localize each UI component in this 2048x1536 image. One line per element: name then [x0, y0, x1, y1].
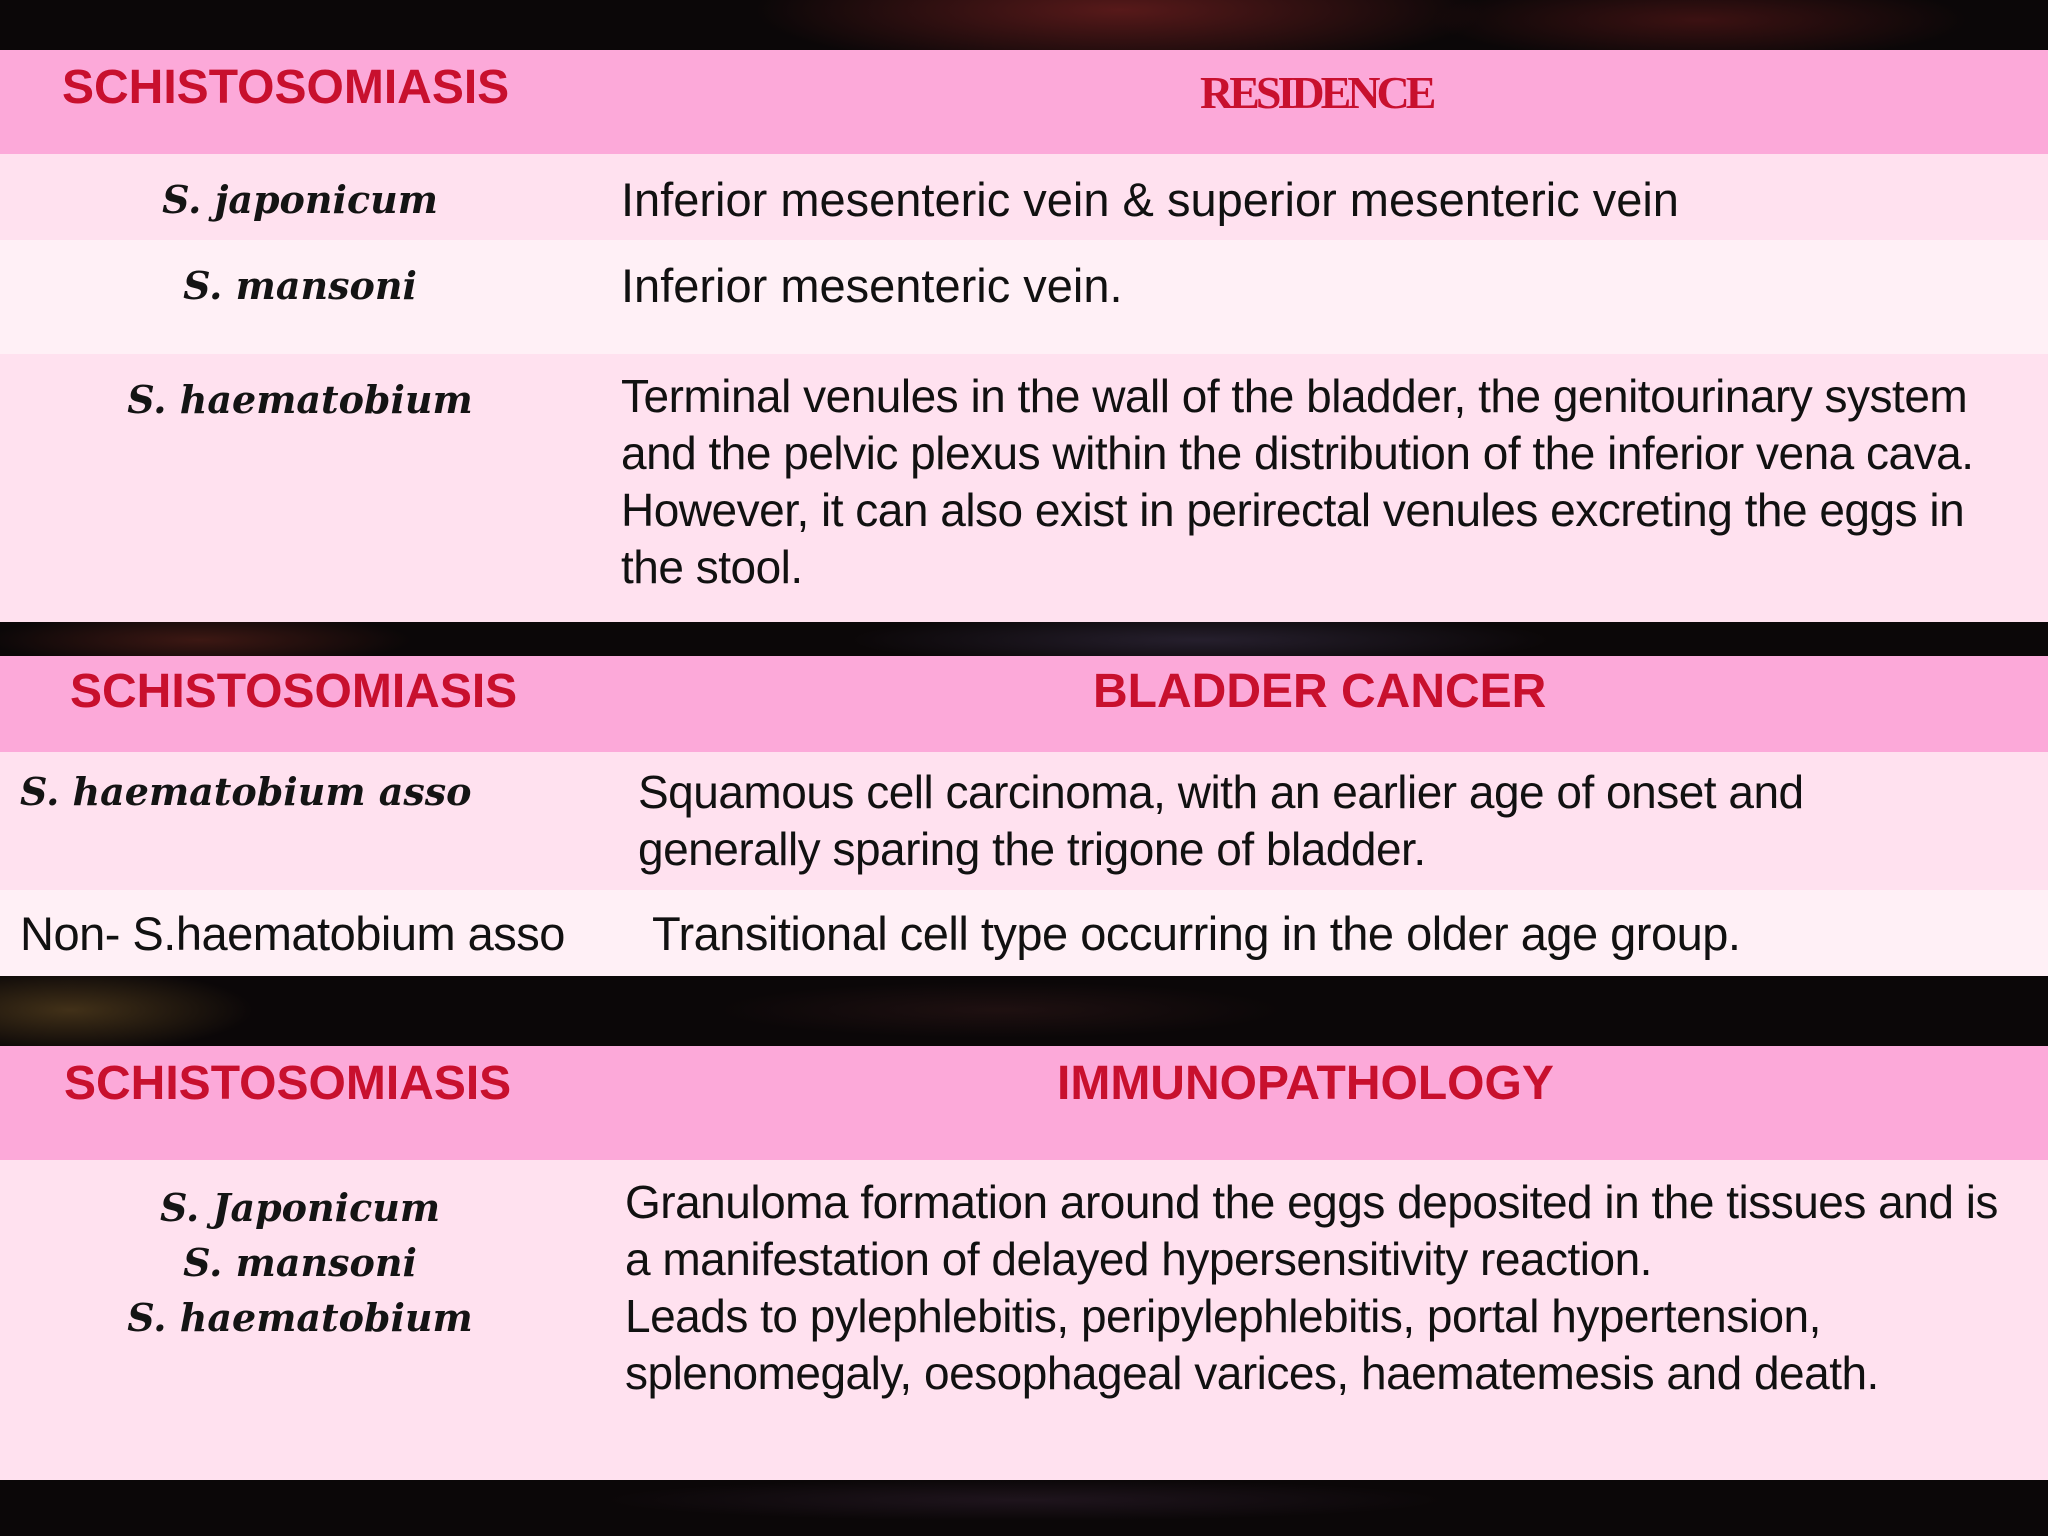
table-bladder-cancer [0, 656, 2048, 976]
table-row [0, 1160, 2048, 1480]
immunopathology-paragraph: Leads to pylephlebitis, peripylephlebitis, portal hypertension, splenomegaly, oesophageal varices, haematemesis and death. [625, 1290, 1879, 1399]
header-schistosomiasis: SCHISTOSOMIASIS [62, 61, 510, 114]
table-header [0, 1046, 2048, 1160]
table-row [0, 890, 2048, 976]
species-name: S. mansoni [183, 1240, 417, 1286]
bladder-cancer-text: Transitional cell type occurring in the older age group. [652, 907, 1741, 960]
bladder-cancer-text: Squamous cell carcinoma, with an earlier age of onset and generally sparing the trigone of bladder. [638, 766, 1804, 875]
table-row [0, 354, 2048, 622]
table-header [0, 656, 2048, 752]
table-row [0, 752, 2048, 890]
species-name: S. haematobium [127, 377, 473, 422]
table-immunopathology [0, 1046, 2048, 1480]
table-row [0, 154, 2048, 240]
species-name: S. japonicum [162, 177, 438, 222]
table-header [0, 50, 2048, 154]
header-residence: RESIDENCE [1200, 67, 1433, 118]
immunopathology-paragraph: Granuloma formation around the eggs deposited in the tissues and is a manifestation of delayed hypersensitivity reaction. [625, 1176, 1998, 1285]
association-label: Non- S.haematobium asso [20, 907, 565, 960]
species-name: S. mansoni [183, 263, 417, 308]
residence-text: Inferior mesenteric vein. [621, 259, 1123, 312]
species-name: S. haematobium asso [20, 769, 472, 814]
header-schistosomiasis: SCHISTOSOMIASIS [64, 1057, 512, 1110]
table-residence [0, 50, 2048, 622]
table-row [0, 240, 2048, 354]
species-name: S. Japonicum [159, 1185, 441, 1230]
species-name: S. haematobium [127, 1295, 473, 1341]
header-schistosomiasis: SCHISTOSOMIASIS [70, 665, 518, 718]
species-list [0, 1180, 600, 1345]
header-bladder-cancer: BLADDER CANCER [1093, 665, 1547, 718]
residence-text: Inferior mesenteric vein & superior mesenteric vein [621, 173, 1679, 226]
residence-text: Terminal venules in the wall of the bladder, the genitourinary system and the pelvic plexus within the distribution of the inferior vena cava. However, it can also exist in perirectal venules excreting the eggs in the stool. [621, 370, 1974, 593]
immunopathology-text [625, 1174, 2025, 1402]
header-immunopathology: IMMUNOPATHOLOGY [1057, 1057, 1554, 1110]
